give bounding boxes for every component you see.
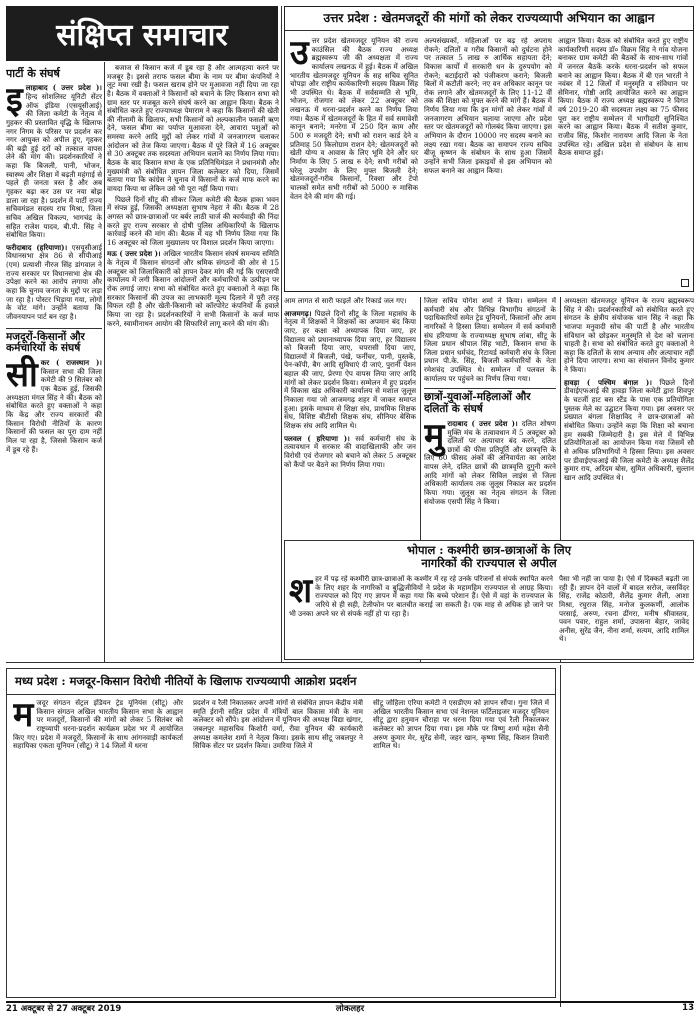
drop-cap: इ bbox=[6, 80, 23, 121]
article-body bbox=[6, 244, 102, 322]
dateline: कर ( राजस्थान )। bbox=[40, 358, 102, 368]
article-headline: मध्य प्रदेश : मजदूर-किसान विरोधी नीतियों के खिलाफ राज्यव्यापी आक्रोश प्रदर्शन bbox=[7, 669, 555, 695]
subsection-headline: मजदूरों-किसानों और कर्मचारियों के संघर्ष bbox=[6, 328, 102, 356]
column-rule bbox=[281, 6, 282, 662]
article-text: पिछले दिनों सीटू के जिला महासंघ के नेतृत्व में शिक्षकों ने शिक्षकों का अपमान बंद किया जाए, हर कक्षा को अध्यापक दिया जाए, हर विद्यालय को प्रधानाध्यापक दिया जाए, हर विद्यालय को बिजली दिया जाए, चपरासी दिया जाए, विद्यालयों में बिजली, पंखे, फर्नीचर, पानी, पुस्तकें, पेन-कॉपी, बैग आदि सुविधाएं दी जाएं, पुरानी पेंशन बहाल की जाए, प्रेरणा ऐप वापस लिया जाए आदि मांगों को लेकर प्रदर्शन किया। सम्मेलन में हुए प्रदर्शन में विकास खंड अधिकारी कार्यालय से मशाल जुलूस निकाला गया जो आजमगढ़ शहर में जाकर समाप्त हुआ। इसके माध्यम से शिक्षा संघ, प्राथमिक शिक्षक संघ, विशिष्ट बीटीसी शिक्षक संघ, सीनियर बेसिक शिक्षक संघ आदि शामिल थे। bbox=[284, 308, 416, 430]
article-text: अध्यक्षता खेतमजदूर यूनियन के राज्य ब्रह्मस्वरूप सिंह ने की। प्रदर्शनकारियों को संबोधित करते हुए संगठन के क्षेत्रीय संयोजक धान सिंह ने कहा कि भाजपा मनुवादी सोच की पार्टी है और भारतीय संविधान को छोड़कर मनुस्मृति से देश को चलाना चाहती है। सभा को संबोधित करते हुए वक्ताओं ने कहा कि दलितों के साथ अन्याय और अत्याचार नहीं होने दिया जाएगा। सभा का संचालन विनोद कुमार ने किया। bbox=[564, 297, 694, 375]
article-headline: उत्तर प्रदेश : खेतमजदूरों की मांगों को लेकर राज्यव्यापी अभियान का आह्वान bbox=[285, 7, 693, 31]
article-text: सीटू जोहिला एरिया कमेटी ने एसडीएम को ज्ञापन सौंपा। गुना जिले में अखिल भारतीय किसान सभा एवं नेशनल फर्टिलाइजर मजदूर यूनियन सीटू द्वारा हनुमान चौराहा पर धरना दिया गया एवं रैली निकालकर कलेक्टर को ज्ञापन दिया गया। इस मौके पर विष्णु शर्मा महेश सैनी अरुण कुमार मेर, सुरेंद्र सेनी, जहर खान, कृष्णा सिंह, किशन तिवारी शामिल थे। bbox=[373, 699, 549, 751]
article-text: पैसा भी नहीं जा पाया है। ऐसे में दिक्कतें बढ़ती जा रही हैं। ज्ञापन देने वालों में बादल सरोज, जसविंदर सिंह, राजेंद्र कोठारी, शैलेंद्र कुमार शैली, आशा मिश्रा, रघुराज सिंह, मनोज कुलकर्णी, आलोक परसाई, अरुण, रचना ढींगरा, मनीष श्रीवास्तव, पवन पवार, राहुल शर्मा, उपासना बेहार, जावेद अनीस, सुरेंद्र जैन, नीना शर्मा, सत्यम, आदि शामिल थे। bbox=[559, 575, 689, 644]
article-body bbox=[107, 250, 279, 328]
article-body bbox=[564, 297, 694, 375]
drop-cap: श bbox=[289, 575, 313, 611]
headline-line: नागरिकों की राज्यपाल से अपील bbox=[421, 555, 557, 570]
article-body bbox=[424, 415, 556, 506]
article-text: दलित शोषण मुक्ति मंच के तत्वावधान में 5 अक्टूबर को दलितों पर अत्याचार बंद करने, दलित छात्रों की फीस प्रतिपूर्ति और छात्रवृत्ति के लिए 60 फीसद अंकों की अनिवार्यता का आदेश वापस लेने, दलित छात्रों की छात्रवृत्ति दुगुनी करने आदि मांगों को लेकर सिविल लाइंस से जिला अधिकारी कार्यालय तक जुलूस निकाल कर प्रदर्शन किया गया। जुलूस का नेतृत्व संगठन के जिला संयोजक एसपी सिंह ने किया। bbox=[424, 418, 556, 506]
drop-cap: मु bbox=[424, 415, 445, 456]
footer-date: 21 अक्टूबर से 27 अक्टूबर 2019 bbox=[6, 1004, 122, 1014]
article-text: त्तर प्रदेश खेतमजदूर यूनियन की राज्य काउंसिल की बैठक राज्य अध्यक्ष ब्रह्मस्वरूप जी की अध्यक्षता में राज्य कार्यालय लखनऊ में हुई। बैठक में अखिल भारतीय खेतमजदूर यूनियन के सह सचिव सुनित चोपड़ा और राष्ट्रीय कार्यकारिणी सदस्य विक्रम सिंह भी उपस्थित थे। बैठक में सर्वसम्मति से भूमि, भोजन, रोजगार को लेकर 22 अक्टूबर को लखनऊ में धरना-प्रदर्शन करने का निर्णय लिया गया। बैठक में खेतमजदूरों के हित में सर्व समावेशी कानून बनाने; मनरेगा में 250 दिन काम और 500 रु मजदूरी देने; सभी को राशन कार्ड देने व प्रतिमाह 50 किलोग्राम राशन देने; खेतमजदूरों को खेती योग्य व आवास के लिए भूमि देने और घर निर्माण के लिए 5 लाख रु देने; सभी गरीबों को घरेलू उपयोग के लिए मुफ्त बिजली देने; खेतमजदूरों-गरीब किसानों, रिक्शा और टेंपो चालकों समेत सभी गरीबों को 5000 रु मासिक वेतन देने की मांग की गई। bbox=[290, 37, 418, 201]
column-1-articles bbox=[6, 64, 102, 662]
footer-paper-name: लोकलहर bbox=[335, 1004, 365, 1014]
section-rule bbox=[6, 662, 694, 663]
column-2-articles bbox=[107, 64, 279, 662]
article-text: हिन्द सोशलिस्ट यूनिटी सेंटर ऑफ इंडिया (एसयूसीआई) की जिला कमेटी के नेतृत्व में गुहकर की प्रस्तावित वृद्धि के खिलाफ नगर निगम के परिसर पर प्रदर्शन कर नगर आयुक्त को अपील हुए, गृहकर की बढ़ी हुई दरों को तत्काल वापस लेने की मांग की। प्रदर्शनकारियों ने कहा कि बिजली, पानी, भोजन, स्वास्थ्य और शिक्षा में बढ़ती महंगाई से पहले ही जनता त्रस्त है और अब गृहकर बढ़ा कर उस पर नया बोझ डाला जा रहा है। प्रदर्शन में पार्टी राज्य सचिवमंडल सदस्य राघ मिश्रा, जिला सचिव अखिल विकल्प, भागचंद्र के सहित राजेश यादव, बी.पी. सिंह ने संबोधित किया। bbox=[6, 91, 102, 240]
article-text: अल्पसंख्यकों, महिलाओं पर बढ़ रहे अपराध रोकने; दलितों व गरीब किसानों को दुर्घटना होने पर तत्काल 5 लाख रु आर्थिक सहायता देने; विकास कार्यों में सरकारी धन के दुरुपयोग को रोकने; बटाईदारों को पंजीकरण कराने; बिजली बिलों में कटौती करने; नए वन अधिकार कानून पर रोक लगाने और खेतमजदूरों के लिए 11-12 वीं तक की शिक्षा को मुफ्त करने की मांगें हैं। बैठक में निर्णय लिया गया कि इन मांगों को लेकर गांवों में जनजागरण अभियान चलाया जाएगा और प्रदेश स्तर पर खेतमजदूरों को गोलबंद किया जाएगा। इस अभियान के दौरान 10000 नए सदस्य बनाने का लक्ष्य रखा गया। बैठक का समापन राज्य सचिव बीजू कृष्णन के संबोधन के साथ हुआ जिसमें उन्होंने सभी जिला इकाइयों से इस अभियान को सफल बनाने का आह्वान किया। bbox=[424, 37, 552, 175]
article-body bbox=[564, 379, 694, 483]
article-text: आह्वान किया। बैठक को संबोधित करते हुए राष्ट्रीय कार्यकारिणी सदस्य डॉ० विक्रम सिंह ने गांव योजना बनाकर ग्राम कमेटी की बैठकों के साथ-साथ गांवों में जनरल बैठकें करके धरना-प्रदर्शन को सफल बनाने का आह्वान किया। बैठक में बी एल भारती ने नवंबर में 12 जिलों में मनुस्मृति व संविधान पर सेमिनार, गोष्ठी आदि आयोजित करने का आह्वान किया। बैठक में राज्य अध्यक्ष ब्रह्मस्वरूप ने विगत वर्ष 2019-20 की सदस्यता लक्ष्य का 75 फीसद पूरा कर राष्ट्रीय सम्मेलन में भागीदारी सुनिश्चित करने का आह्वान किया। बैठक में सतीश कुमार, राजीव सिंह, किशोर नारायण आदि जिला के नेता उपस्थित रहे। अखिल प्रदेश से संबोधन के साथ बैठक समाप्त हुई। bbox=[558, 37, 688, 158]
dateline: पलवल ( हरियाणा )। bbox=[284, 433, 350, 443]
article-text: पिछले दिनों डीवाईएफआई की हावड़ा जिला कमेटी द्वारा शिवपुर के चटर्जी हाट बस स्टैंड के पास एक प्रतियोगिता पुस्तक मेले का उद्घाटन किया गया। इस अवसर पर प्रख्यात बंगला शिक्षाविद ने छात्र-छात्राओं को संबोधित किया। उन्होंने कहा कि शिक्षा को बचाना हम सबकी जिम्मेदारी है। इस मेले में विभिन्न प्रतियोगिताओं का आयोजन किया गया जिसमें सौ से अधिक प्रतिभागियों ने हिस्सा लिया। इस अवसर पर डीवाईएफआई की जिला कमेटी के अध्यक्ष शैलेंद्र कुमार राय, अरिंदम बोस, सुमित अधिकारी, सुल्तान खान आदि उपस्थित थे। bbox=[564, 377, 694, 482]
drop-cap: म bbox=[13, 699, 34, 735]
drop-cap: उ bbox=[290, 37, 309, 73]
article-column bbox=[193, 699, 363, 995]
article-text: जिला सचिव योगेश शर्मा ने किया। सम्मेलन में कर्मचारी संघ और विभिन्न विभागीय संगठनों के पदाधिकारियों समेत ट्रेड यूनियनों, किसानों और आम नागरिकों ने हिस्सा लिया। सम्मेलन में सर्व कर्मचारी संघ हरियाणा के राज्याध्यक्ष सुभाष लांबा, सीटू के जिला प्रधान श्रीपाल सिंह भाटी, किसान सभा के जिला प्रधान धर्मचंद, रिटायर्ड कर्मचारी संघ के जिला प्रधान पी.के. सिंह, बिजली कर्मचारियों के नेता रमेशचंद उपस्थित थे। सम्मेलन में पलवल के कार्यालय पर पहुंचने का निर्णय लिया गया। bbox=[424, 297, 556, 383]
article-text: अखिल भारतीय किसान संघर्ष समन्वय समिति के नेतृत्व में किसान संगठनों और श्रमिक संगठनों की ओर से 15 अक्टूबर को जिलाधिकारी को ज्ञापन देकर मांग की गई कि एसएसपी कार्यालय में लगी किसान आंदोलनों और कर्मचारियों के उत्पीड़न पर रोक लगाई जाए। सभा को संबोधित करते हुए वक्ताओं ने कहा कि सरकार किसानों की उपज का लाभकारी मूल्य दिलाने में पूरी तरह विफल रही है और खेती-किसानी को कॉरपोरेट कंपनियों के हवाले किया जा रहा है। प्रदर्शनकारियों ने सभी किसानों के कर्ज माफ करने, स्वामीनाथन आयोग की सिफारिशें लागू करने की मांग की। bbox=[107, 249, 279, 328]
article-headline bbox=[285, 541, 693, 572]
column-rule bbox=[104, 62, 105, 662]
article-column bbox=[373, 699, 549, 995]
dateline: हावड़ा ( पश्चिम बंगाल )। bbox=[564, 377, 652, 387]
article-text: पिछले दिनों सीटू की सीकर जिला कमेटी की बैठक हाका भवन में संपन्न हुई, जिसकी अध्यक्षता सुभाष नेहरा ने की। बैठक में 28 अगस्त को छात्र-छात्राओं पर बर्बर लाठी चार्ज की कार्यवाही की निंदा करते हुए राज्य सरकार से दोषी पुलिस अधिकारियों के खिलाफ कार्रवाई करने की मांग की। बैठक में यह भी निर्णय लिया गया कि 16 अक्टूबर को जिला मुख्यालय पर विशाल प्रदर्शन किया जाएगा। bbox=[107, 194, 279, 247]
section-masthead bbox=[6, 6, 278, 61]
article-column bbox=[13, 699, 183, 995]
page-number: 13 bbox=[682, 1003, 694, 1013]
subsection-headline: छात्रों-युवाओं-महिलाओं और दलितों के संघर्ष bbox=[424, 388, 556, 416]
article-text: बजाज से किसान कर्ज में डूब रहा है और आत्महत्या करने पर मजबूर है। इससे तराफ फसल बीमा के नाम पर बीमा कंपनियों ने लूट मचा रखी है। फसल खराब होने पर मुआवजा नहीं दिया जा रहा है। बैठक में वक्ताओं ने किसानों को बचाने के लिए किसान सभा को ग्राम स्तर पर मजबूत करने संघर्ष करने का आह्वान किया। बैठक ने संबोधित करते हुए राज्याध्यक्ष पेमाराम ने कहा कि किसानों की खेती की नीलामी के खिलाफ, सभी किसानों को अल्पकालीन फसली ऋण देने, फसल बीमा का पर्याप्त मुआवजा देने, आवारा पशुओं को समस्या करने आदि मुद्दों को लेकर गांवों में जनजागरण चलाकर आंदोलन को तेज किया जाएगा। बैठक में पूरे जिले में 16 अक्टूबर से 30 अक्टूबर तक सदस्यता अभियान चलाने का निर्णय लिया गया। बैठक के बाद किसान सभा के एक प्रतिनिधिमंडल ने प्रधानमंत्री और मुख्यमंत्री को संबोधित ज्ञापन जिला कलेक्टर को दिया, जिसमें बताया गया कि कांग्रेस ने चुनाव में किसानों के कर्ज माफ करने का वायदा किया था लेकिन उसे भी पूरा नहीं किया गया। bbox=[107, 64, 279, 193]
dateline: आजमगढ़। bbox=[284, 308, 312, 318]
end-mark-icon bbox=[681, 279, 689, 287]
article-column bbox=[424, 37, 552, 289]
article-text: आम लागत से सारी फाइलें और रिकार्ड जल गए। bbox=[284, 297, 407, 305]
article-column bbox=[559, 575, 689, 657]
article-text: किसान सभा की जिला कमेटी की 9 सितंबर को एक बैठक हुई, जिसकी अध्यक्षता मंगल सिंह ने की। बैठक को संबोधित करते हुए वक्ताओं ने कहा कि केंद्र और राज्य सरकारों की किसान विरोधी नीतियों के कारण किसानों की फसल का पूरा दाम नहीं मिल पा रहा है, जिससे किसान कर्ज में डूब रहे हैं। bbox=[6, 366, 102, 454]
article-headline: पार्टी के संघर्ष bbox=[6, 67, 60, 80]
dateline: फरीदाबाद (हरियाणा)। bbox=[6, 242, 68, 252]
article-body bbox=[284, 435, 416, 470]
article-body bbox=[284, 297, 416, 306]
article-text: प्रदर्शन व रैली निकालकर अपनी मांगों से संबंधित ज्ञापन केंद्रीय मंत्री स्मृति ईरानी सहित प्रदेश में मंत्रियों बाल विकास मंत्री के नाम कलेक्टर को सौंपे। इस आंदोलन में यूनियन की अध्यक्ष विद्या खंगार, जबलपुर महासचिव किशोरी वर्मा, रीवा यूनियन की कार्यकारी अध्यक्ष कमलेश शर्मा ने नेतृत्व किया। इसके साथ सीटू जबलपुर ने सिविक सेंटर पर प्रदर्शन किया। उमरिया जिले में bbox=[193, 699, 363, 751]
article-body bbox=[424, 297, 556, 383]
column-rule bbox=[560, 665, 561, 1007]
article-text: हर में पढ़ रहे कश्मीरी छात्र-छात्राओं के कश्मीर में रह रहे उनके परिजनों से संपर्क स्थापित करने के लिए शहर के नागरिकों व बुद्धिजीवियों ने प्रदेश के महामहिम राज्यपाल से आग्रह किया। राज्यपाल को दिए गए ज्ञापन में कहा गया कि बच्चे परेशान हैं। ऐसे में वहां के राज्यपाल के जरिये से ही सही, टेलीफोन पर बातचीत कराई जा सकती है। एक माह से अधिक हो जाने पर भी उनका अपने घर से संपर्क नहीं हो पा रहा है। bbox=[289, 575, 553, 618]
headline-line: भोपाल : कश्मीरी छात्र-छात्राओं के लिए bbox=[406, 543, 572, 557]
article-body bbox=[284, 310, 416, 431]
article-text: एसयूसीआई विधानसभा क्षेत्र 86 से सीपीआई (एम) प्रत्याशी नीरज सिंह डांगवाल ने राज्य सरकार पर विधानसभा क्षेत्र की उपेक्षा करने का आरोप लगाया और कहा कि चुनाव जनता के मुद्दों पर लड़ा जा रहा है। पोस्टर भिड़ाया गया, लोगों के वोट मांगे। उन्होंने बताया कि जीवनयापन पार्ट बन रहा है। bbox=[6, 242, 102, 321]
up-article-box bbox=[284, 6, 694, 292]
bhopal-article-box bbox=[284, 540, 694, 660]
article-body bbox=[6, 80, 102, 240]
drop-cap: सी bbox=[6, 355, 38, 396]
article-text: जदूर संगठन सेंट्रल इंडियन ट्रेड यूनियंस (सीटू) और किसान संगठन अखिल भारतीय किसान सभा के आह्वान पर मजदूरों, किसानों की मांगों को लेकर 5 सितंबर को राष्ट्रव्यापी धरना-प्रदर्शन कार्यक्रम प्रदेश भर में आयोजित किए गए। प्रदेश में मजदूरों, किसानों के साथ आंगनवाड़ी कार्यकर्ता सहायिका एकता यूनियन (सीटू) ने 14 जिलों में धरना bbox=[13, 699, 183, 751]
mp-article-box bbox=[6, 668, 556, 998]
dateline: मऊ ( उत्तर प्रदेश )। bbox=[107, 249, 161, 259]
article-column bbox=[558, 37, 688, 289]
article-text: सर्व कर्मचारी संघ के तत्वावधान में सरकार की वादाखिलाफी और जन विरोधी एवं रोजगार को बचाने को लेकर 5 अक्टूबर को कैंपों पर बैठने का निर्णय लिया गया। bbox=[284, 433, 416, 469]
section-title: संक्षिप्त समाचार bbox=[56, 18, 228, 53]
dateline: लाहाबाद ( उत्तर प्रदेश )। bbox=[25, 83, 102, 93]
article-column bbox=[290, 37, 418, 289]
article-body bbox=[107, 64, 279, 247]
dateline: रादाबाद ( उत्तर प्रदेश )। bbox=[447, 418, 518, 428]
article-body bbox=[6, 355, 102, 454]
article-column bbox=[289, 575, 553, 657]
